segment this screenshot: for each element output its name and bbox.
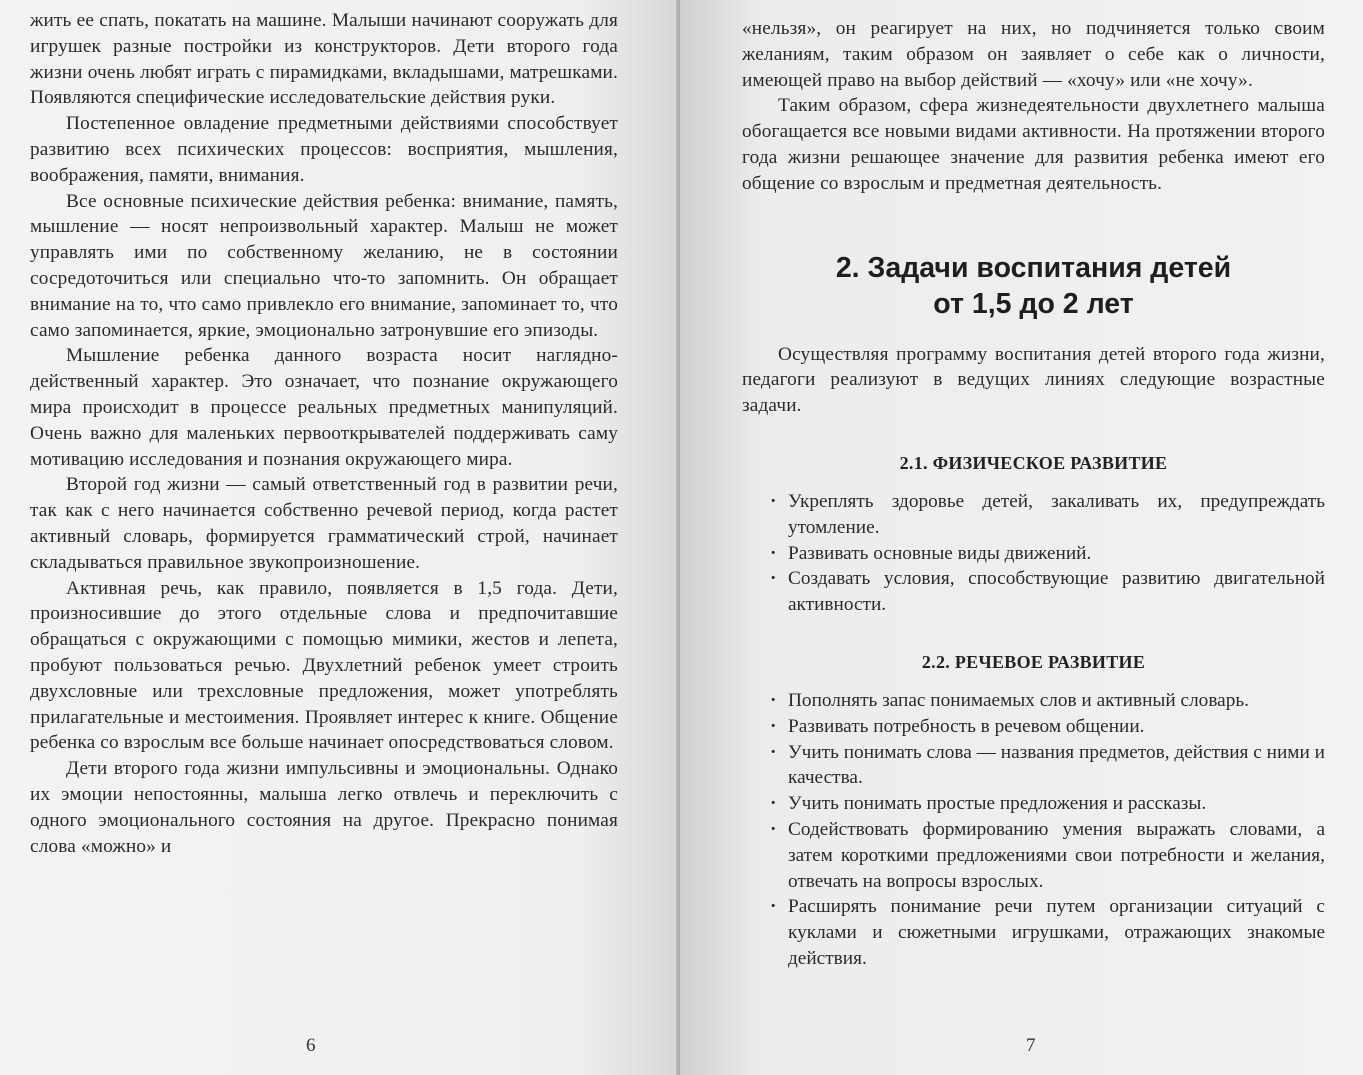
- list-item: · Пополнять запас понимаемых слов и активный словарь.: [742, 688, 1325, 714]
- right-paragraph-2: Таким образом, сфера жизнедеятельности двухлетнего малыша обогащается все новыми видами активности. На протяжении второго года жизни решающее значение для развития ребенка имеют его общение со взрослым и предметная деятельность.: [742, 95, 1325, 194]
- list-item: · Развивать потребность в речевом общении.: [742, 714, 1325, 740]
- left-page: [0, 0, 680, 1075]
- list-item: · Создавать условия, способствующие развитию двигательной активности.: [742, 566, 1325, 618]
- page-number-right: 7: [1026, 1035, 1036, 1056]
- list-item: · Развивать основные виды движений.: [742, 541, 1325, 567]
- left-paragraph-6: Активная речь, как правило, появляется в 1,5 года. Дети, произносившие до этого отдельные слова и предпочитавшие обращаться с окружающими с помощью мимики, жестов и лепета, пробуют пользоваться речью. Двухлетний ребенок умеет строить двухсловные или трехсловные предложения, может употреблять прилагательные и местоимения. Проявляет интерес к книге. Общение ребенка со взрослым все больше начинает опосредствоваться словом.: [30, 577, 618, 754]
- intro-paragraph: Осуществляя программу воспитания детей второго года жизни, педагоги реализуют в ведущих линиях следующие возрастные задачи.: [742, 343, 1325, 417]
- chapter-heading-line-2: от 1,5 до 2 лет: [933, 287, 1134, 320]
- list-item: · Содействовать формированию умения выражать словами, а затем короткими предложениями свои потребности и желания, отвечать на вопросы взрослых.: [742, 817, 1325, 894]
- left-paragraph-3: Все основные психические действия ребенка: внимание, память, мышление — носят непроизвольный характер. Малыш не может управлять ими по собственному желанию, не в состоянии сосредоточиться или специально что-то запомнить. Он обращает внимание на то, что само привлекло его внимание, запоминает то, что само запоминается, яркие, эмоционально затронувшие его эпизоды.: [30, 190, 618, 341]
- left-paragraph-4: Мышление ребенка данного возраста носит наглядно-действенный характер. Это означает, что познание окружающего мира происходит в процессе реальных предметных манипуляций. Очень важно для маленьких первооткрывателей поддерживать саму мотивацию исследования и познания окружающего мира.: [30, 345, 618, 470]
- left-paragraph-1: жить ее спать, покатать на машине. Малыши начинают сооружать для игрушек разные постройки из конструкторов. Дети второго года жизни очень любят играть с пирамидками, вкладышами, матрешками. Появляются специфические исследовательские действия руки.: [30, 10, 618, 109]
- page-number-left: 6: [306, 1035, 316, 1056]
- section-title-speech: 2.2. РЕЧЕВОЕ РАЗВИТИЕ: [921, 651, 1146, 672]
- chapter-heading: [742, 250, 1325, 322]
- left-paragraph-2: Постепенное овладение предметными действиями способствует развитию всех психических процессов: восприятия, мышления, воображения, памяти, внимания.: [30, 113, 618, 186]
- list-item: · Расширять понимание речи путем организации ситуаций с куклами и сюжетными игрушками, отражающих знакомые действия.: [742, 894, 1325, 971]
- left-paragraph-7: Дети второго года жизни импульсивны и эмоциональны. Однако их эмоции непостоянны, малыша легко отвлечь и переключить с одного эмоционального состояния на другое. Прекрасно понимая слова «можно» и: [30, 758, 618, 857]
- chapter-heading-line-1: 2. Задачи воспитания детей: [835, 251, 1232, 284]
- section-title-physical: 2.1. ФИЗИЧЕСКОЕ РАЗВИТИЕ: [899, 452, 1168, 473]
- physical-tasks-list: [742, 489, 1325, 618]
- list-item: · Учить понимать простые предложения и рассказы.: [742, 791, 1325, 817]
- list-item: · Учить понимать слова — названия предметов, действия с ними и качества.: [742, 740, 1325, 792]
- left-paragraph-5: Второй год жизни — самый ответственный год в развитии речи, так как с него начинается собственно речевой период, когда растет активный словарь, формируется грамматический строй, начинает складываться правильное звукопроизношение.: [30, 474, 618, 573]
- speech-tasks-list: [742, 688, 1325, 972]
- right-paragraph-1: «нельзя», он реагирует на них, но подчиняется только своим желаниям, таким образом он заявляет о себе как о личности, имеющей право на выбор действий — «хочу» или «не хочу».: [742, 18, 1325, 91]
- list-item: · Укреплять здоровье детей, закаливать их, предупреждать утомление.: [742, 489, 1325, 541]
- right-page: [680, 0, 1363, 1075]
